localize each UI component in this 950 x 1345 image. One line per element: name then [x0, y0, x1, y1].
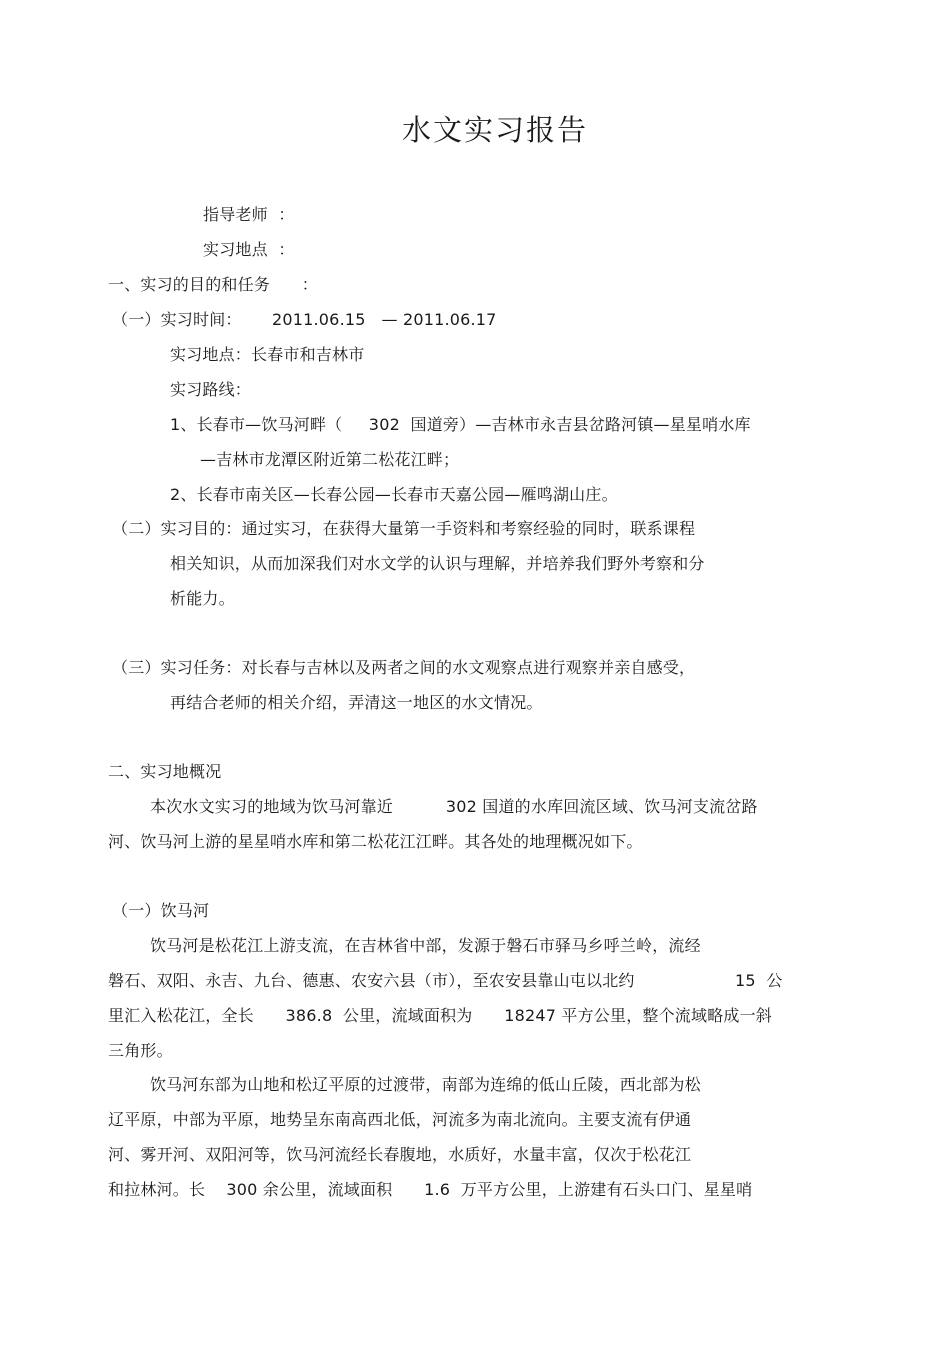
- advisor-label: 指导老师 ：: [203, 205, 295, 224]
- yinma-p2-line-2: 辽平原，中部为平原，地势呈东南高西北低，河流多为南北流向。主要支流有伊通: [108, 1110, 692, 1129]
- yinma-p1-line-2: 磐石、双阳、永吉、九台、德惠、农安六县（市），至农安县靠山屯以北约 15 公: [108, 971, 783, 990]
- yinma-river-heading: （一）饮马河: [112, 901, 210, 920]
- route-2: 2、长春市南关区—长春公园—长春市天嘉公园—雁鸣湖山庄。: [170, 485, 618, 504]
- yinma-p1-line-1: 饮马河是松花江上游支流，在吉林省中部，发源于磐石市驿马乡呼兰岭，流经: [150, 936, 701, 955]
- yinma-p2-line-1: 饮马河东部为山地和松辽平原的过渡带，南部为连绵的低山丘陵，西北部为松: [150, 1075, 701, 1094]
- internship-location: 实习地点：长春市和吉林市: [170, 345, 365, 364]
- purpose-line-2: 相关知识，从而加深我们对水文学的认识与理解，并培养我们野外考察和分: [170, 554, 705, 573]
- yinma-p2-line-4: 和拉林河。长 300 余公里，流域面积 1.6 万平方公里，上游建有石头口门、星星哨: [108, 1180, 753, 1199]
- location-label: 实习地点 ：: [203, 240, 295, 259]
- route-label: 实习路线：: [170, 380, 252, 399]
- task-line-2: 再结合老师的相关介绍，弄清这一地区的水文情况。: [170, 693, 543, 712]
- section1-heading: 一、实习的目的和任务 ：: [108, 275, 318, 294]
- document-title: 水文实习报告: [401, 113, 588, 147]
- yinma-p2-line-3: 河、雾开河、双阳河等，饮马河流经长春腹地，水质好，水量丰富，仅次于松花江: [108, 1145, 692, 1164]
- internship-time-label: （一）实习时间：: [112, 310, 242, 329]
- yinma-p1-line-3: 里汇入松花江，全长 386.8 公里，流域面积为 18247 平方公里，整个流域略成一斜: [108, 1006, 772, 1025]
- route-1-line-2: —吉林市龙潭区附近第二松花江畔；: [200, 450, 460, 469]
- task-line-1: （三）实习任务：对长春与吉林以及两者之间的水文观察点进行观察并亲自感受，: [112, 658, 696, 677]
- purpose-line-3: 析能力。: [170, 589, 235, 608]
- section2-intro-line-1: 本次水文实习的地域为饮马河靠近 302 国道的水库回流区域、饮马河支流岔路: [150, 797, 758, 816]
- internship-time-value: 2011.06.15 — 2011.06.17: [272, 310, 497, 329]
- purpose-line-1: （二）实习目的：通过实习，在获得大量第一手资料和考察经验的同时，联系课程: [112, 519, 696, 538]
- route-1-line-1: 1、长春市—饮马河畔（ 302 国道旁）—吉林市永吉县岔路河镇—星星哨水库: [170, 415, 751, 434]
- section2-heading: 二、实习地概况: [108, 762, 222, 781]
- section2-intro-line-2: 河、饮马河上游的星星哨水库和第二松花江江畔。其各处的地理概况如下。: [108, 832, 643, 851]
- yinma-p1-line-4: 三角形。: [108, 1041, 173, 1060]
